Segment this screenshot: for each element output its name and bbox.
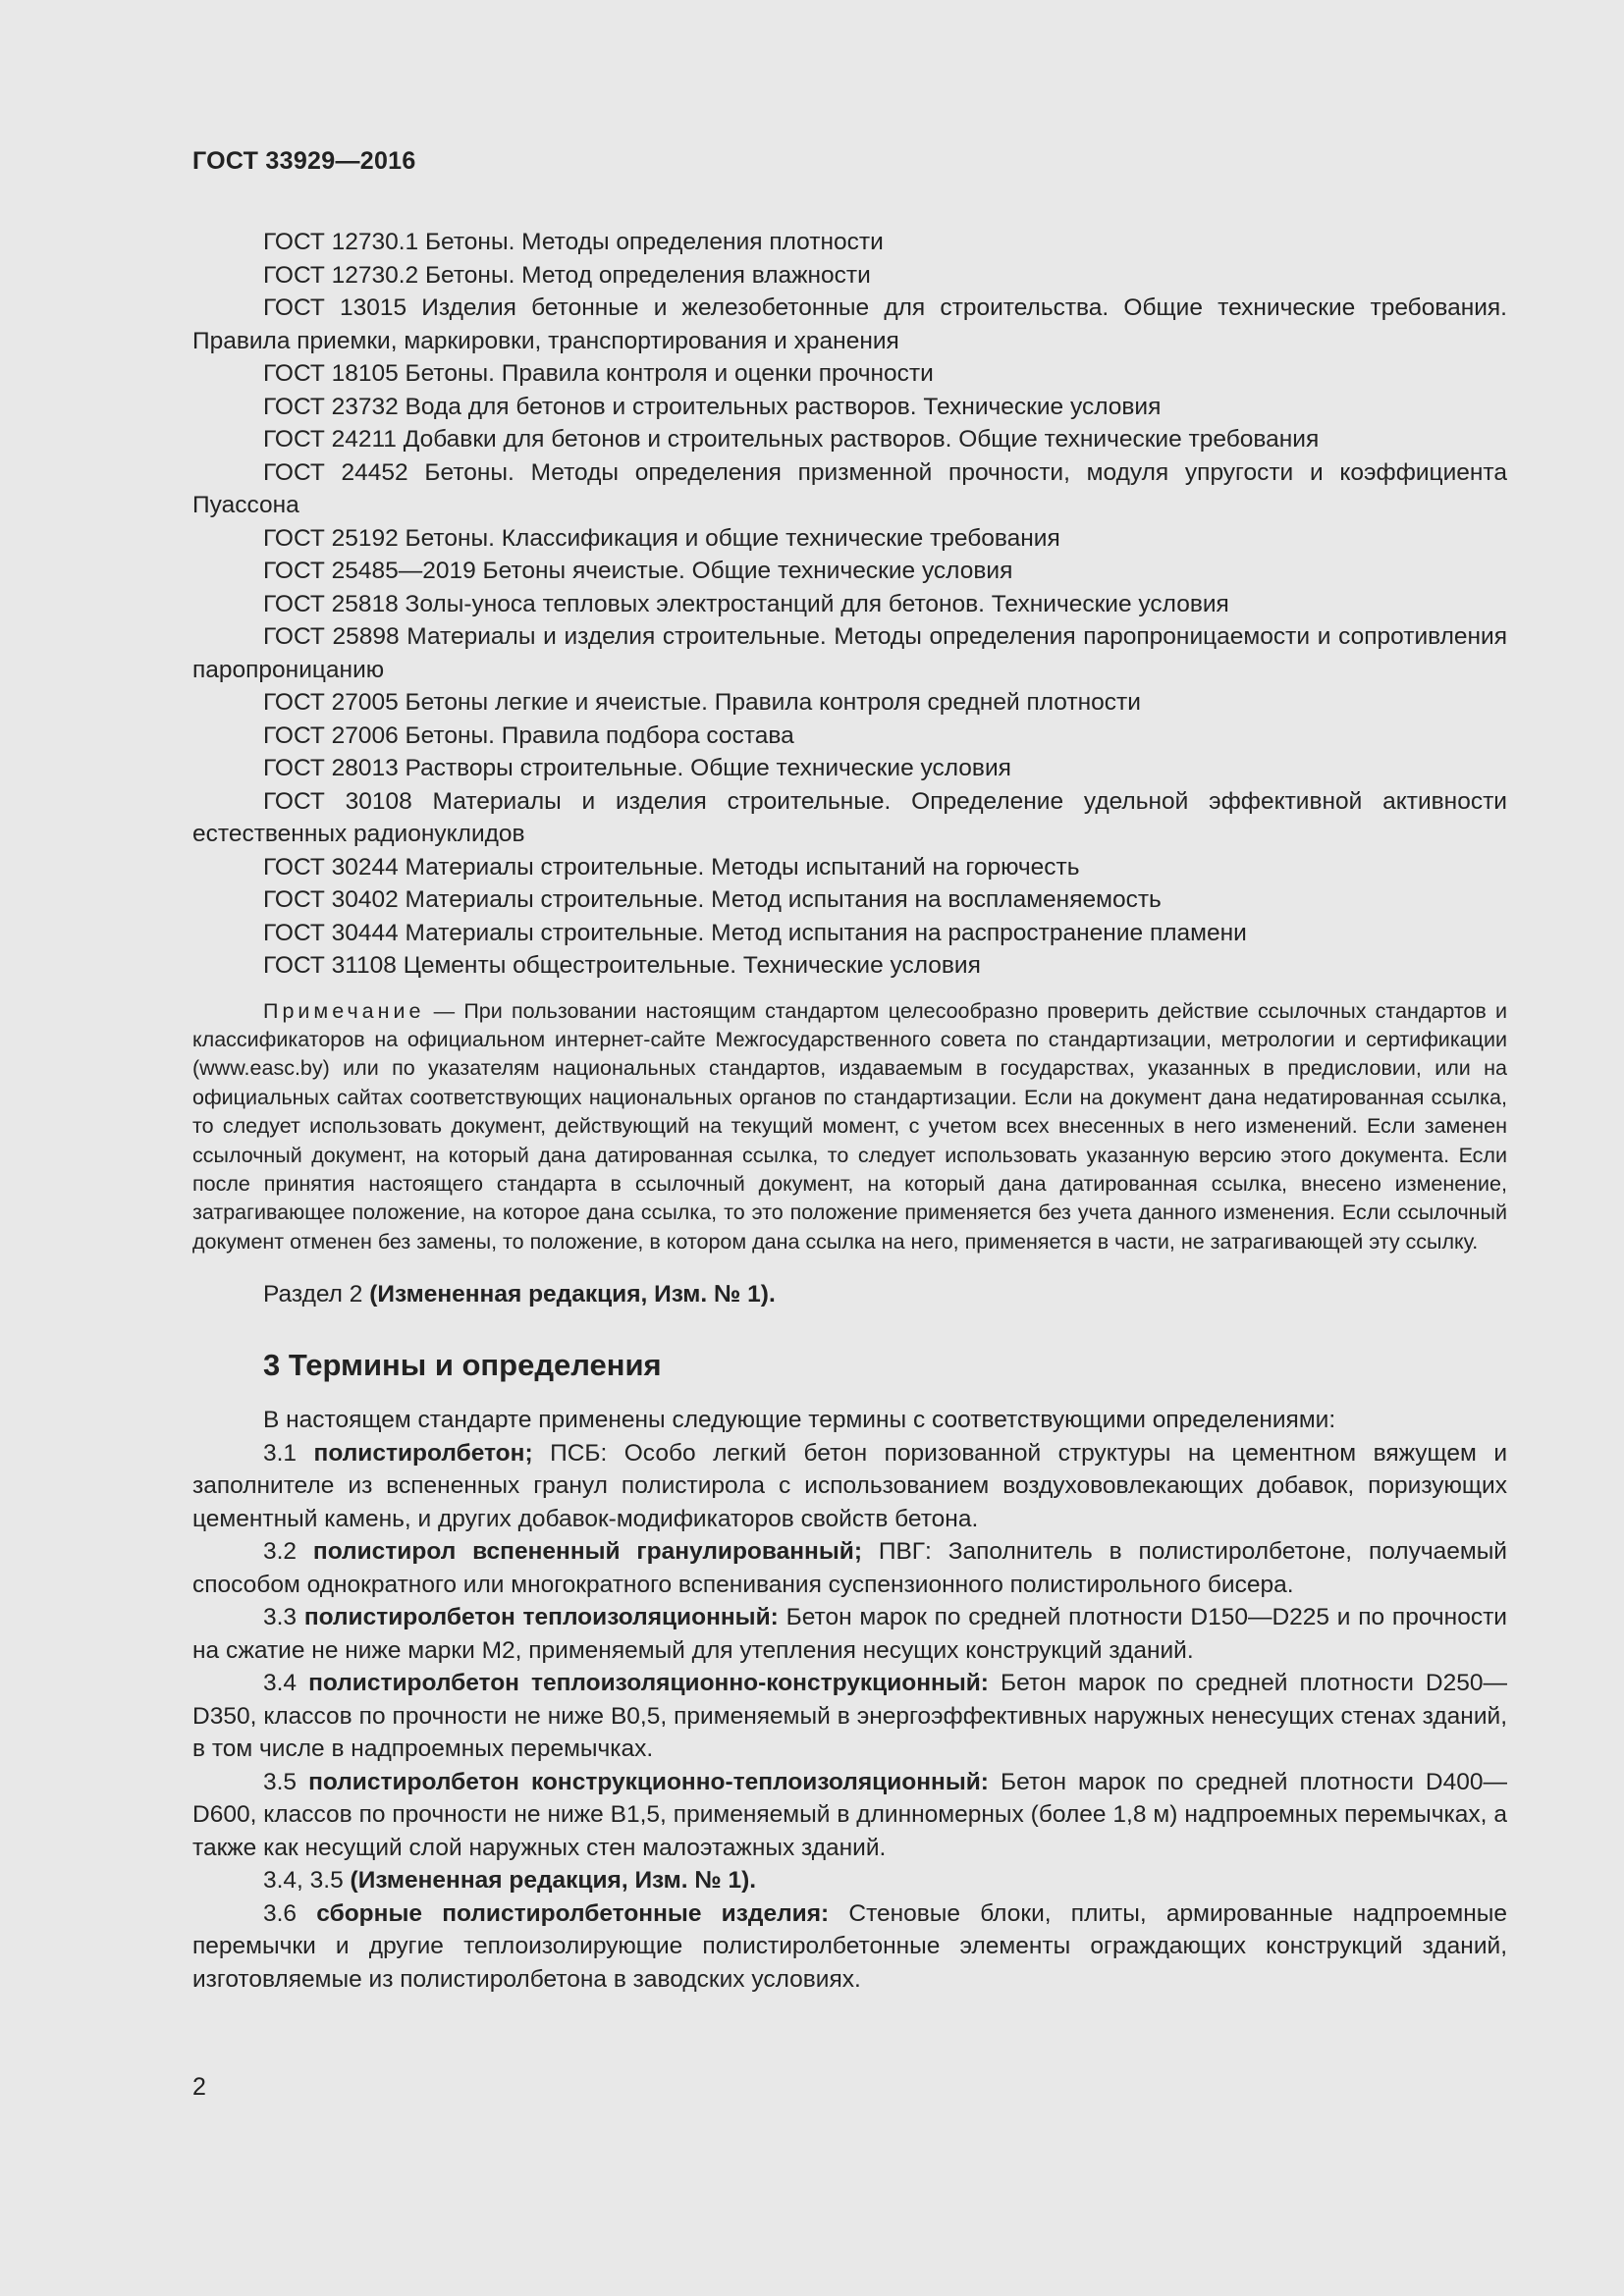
term-name: полистиролбетон теплоизоляционно-конструкционный: [308,1670,989,1697]
reference-item: ГОСТ 12730.1 Бетоны. Методы определения плотности [263,229,884,255]
edition-prefix: Раздел 2 [263,1280,363,1308]
term-name: полистиролбетон конструкционно-теплоизоляционный: [308,1768,989,1795]
running-header: ГОСТ 33929—2016 [192,147,416,175]
terms-intro: В настоящем стандарте применены следующие термины с соответствующими определениями: [263,1407,1336,1434]
term-entry [192,1437,1507,1536]
reference-item: ГОСТ 25818 Золы-уноса тепловых электростанций для бетонов. Технические условия [263,590,1229,617]
reference-item: ГОСТ 28013 Растворы строительные. Общие технические условия [263,755,1011,781]
reference-item: ГОСТ 30108 Материалы и изделия строительные. Определение удельной эффективной активности естественных радионуклидов [192,787,1507,847]
page-body [192,226,1507,1996]
term-name: сборные полистиролбетонные изделия: [316,1899,830,1927]
term-entry [192,1667,1507,1766]
reference-item: ГОСТ 13015 Изделия бетонные и железобетонные для строительства. Общие технические требования. Правила приемки, маркировки, транспортирования и хранения [192,294,1507,354]
term-entry [192,1897,1507,1997]
term-name: полистиролбетон; [313,1439,533,1467]
note-paragraph [192,997,1507,1257]
term-definition: Стеновые блоки, плиты, армированные надпроемные перемычки и другие теплоизолирующие полистиролбетонные элементы ограждающих конструкций зданий, изготовляемые из полистиролбетона в заводских условиях. [192,1899,1507,1993]
term-name: полистирол вспененный гранулированный; [312,1538,862,1566]
term-definition: Бетон марок по средней плотности D150—D225 и по прочности на сжатие не ниже марки М2, применяемый для утепления несущих конструкций зданий. [192,1604,1507,1664]
reference-item: ГОСТ 27005 Бетоны легкие и ячеистые. Правила контроля средней плотности [263,689,1141,716]
term-definition: Бетон марок по средней плотности D400—D600, классов по прочности не ниже В1,5, применяемый в длинномерных (более 1,8 м) надпроемных перемычках, а также как несущий слой наружных стен малоэтажных зданий. [192,1768,1507,1861]
term-number: 3.5 [263,1768,298,1795]
term-number: 3.4 [263,1670,298,1697]
edition-note [192,1864,1507,1897]
section-heading: 3 Термины и определения [263,1348,662,1383]
reference-item: ГОСТ 23732 Вода для бетонов и строительных растворов. Технические условия [263,393,1162,420]
term-number: 3.4, 3.5 [263,1867,344,1895]
reference-item: ГОСТ 18105 Бетоны. Правила контроля и оценки прочности [263,360,934,387]
term-number: 3.1 [263,1439,298,1467]
reference-item: ГОСТ 24452 Бетоны. Методы определения призменной прочности, модуля упругости и коэффициента Пуассона [192,458,1507,518]
term-definition: ПСБ: Особо легкий бетон поризованной структуры на цементном вяжущем и заполнителе из вспененных гранул полистирола с использованием воздухововлекающих добавок, поризующих цементный камень, и других добавок-модификаторов свойств бетона. [192,1439,1508,1532]
term-entry [192,1601,1507,1667]
term-definition: ПВГ: Заполнитель в полистиролбетоне, получаемый способом однократного или многократного вспенивания суспензионного полистирольного бисера. [192,1538,1507,1598]
term-number: 3.6 [263,1899,298,1927]
reference-item: ГОСТ 24211 Добавки для бетонов и строительных растворов. Общие технические требования [263,426,1320,453]
term-number: 3.2 [263,1538,298,1566]
normative-references-list [192,226,1507,983]
reference-item: ГОСТ 30402 Материалы строительные. Метод испытания на воспламеняемость [263,886,1162,913]
reference-item: ГОСТ 27006 Бетоны. Правила подбора состава [263,721,794,749]
term-name: полистиролбетон теплоизоляционный: [303,1604,779,1631]
term-entry [192,1766,1507,1865]
term-entry [192,1535,1507,1601]
note-label: Примечание [263,998,425,1023]
reference-item: ГОСТ 25485—2019 Бетоны ячеистые. Общие технические условия [263,558,1013,584]
reference-item: ГОСТ 12730.2 Бетоны. Метод определения влажности [263,261,871,289]
note-text: — При пользовании настоящим стандартом целесообразно проверить действие ссылочных стандартов и классификаторов на официальном интернет-сайте Межгосударственного совета по стандартизации, метрологии и сертификации (www.easc.by) или по указателям национальных стандартов, издаваемым в государствах, указанных в предисловии, или на официальных сайтах соответствующих национальных органов по стандартизации. Если на документ дана недатированная ссылка, то следует использовать документ, действующий на текущий момент, с учетом всех внесенных в него изменений. Если заменен ссылочный документ, на который дана датированная ссылка, то следует использовать указанную версию этого документа. Если после принятия настоящего стандарта в ссылочный документ, на который дана датированная ссылка, внесено изменение, затрагивающее положение, на которое дана ссылка, то это положение применяется без учета данного изменения. Если ссылочный документ отменен без замены, то положение, в котором дана ссылка на него, применяется в части, не затрагивающей эту ссылку. [192,998,1507,1254]
reference-item: ГОСТ 25192 Бетоны. Классификация и общие технические требования [263,524,1060,552]
reference-item: ГОСТ 30244 Материалы строительные. Методы испытаний на горючесть [263,853,1080,881]
edition-label: (Измененная редакция, Изм. № 1). [369,1280,776,1308]
term-definition: Бетон марок по средней плотности D250—D350, классов по прочности не ниже В0,5, применяемый в энергоэффективных наружных ненесущих стенах зданий, в том числе в надпроемных перемычках. [192,1670,1507,1763]
page-number: 2 [192,2073,206,2101]
term-number: 3.3 [263,1604,298,1631]
edition-label: (Измененная редакция, Изм. № 1). [350,1867,757,1895]
reference-item: ГОСТ 31108 Цементы общестроительные. Технические условия [263,952,981,979]
reference-item: ГОСТ 25898 Материалы и изделия строительные. Методы определения паропроницаемости и сопротивления паропроницанию [192,623,1507,683]
reference-item: ГОСТ 30444 Материалы строительные. Метод испытания на распространение пламени [263,919,1247,946]
terms-list [192,1404,1507,1996]
section2-edition-note [192,1278,1507,1311]
